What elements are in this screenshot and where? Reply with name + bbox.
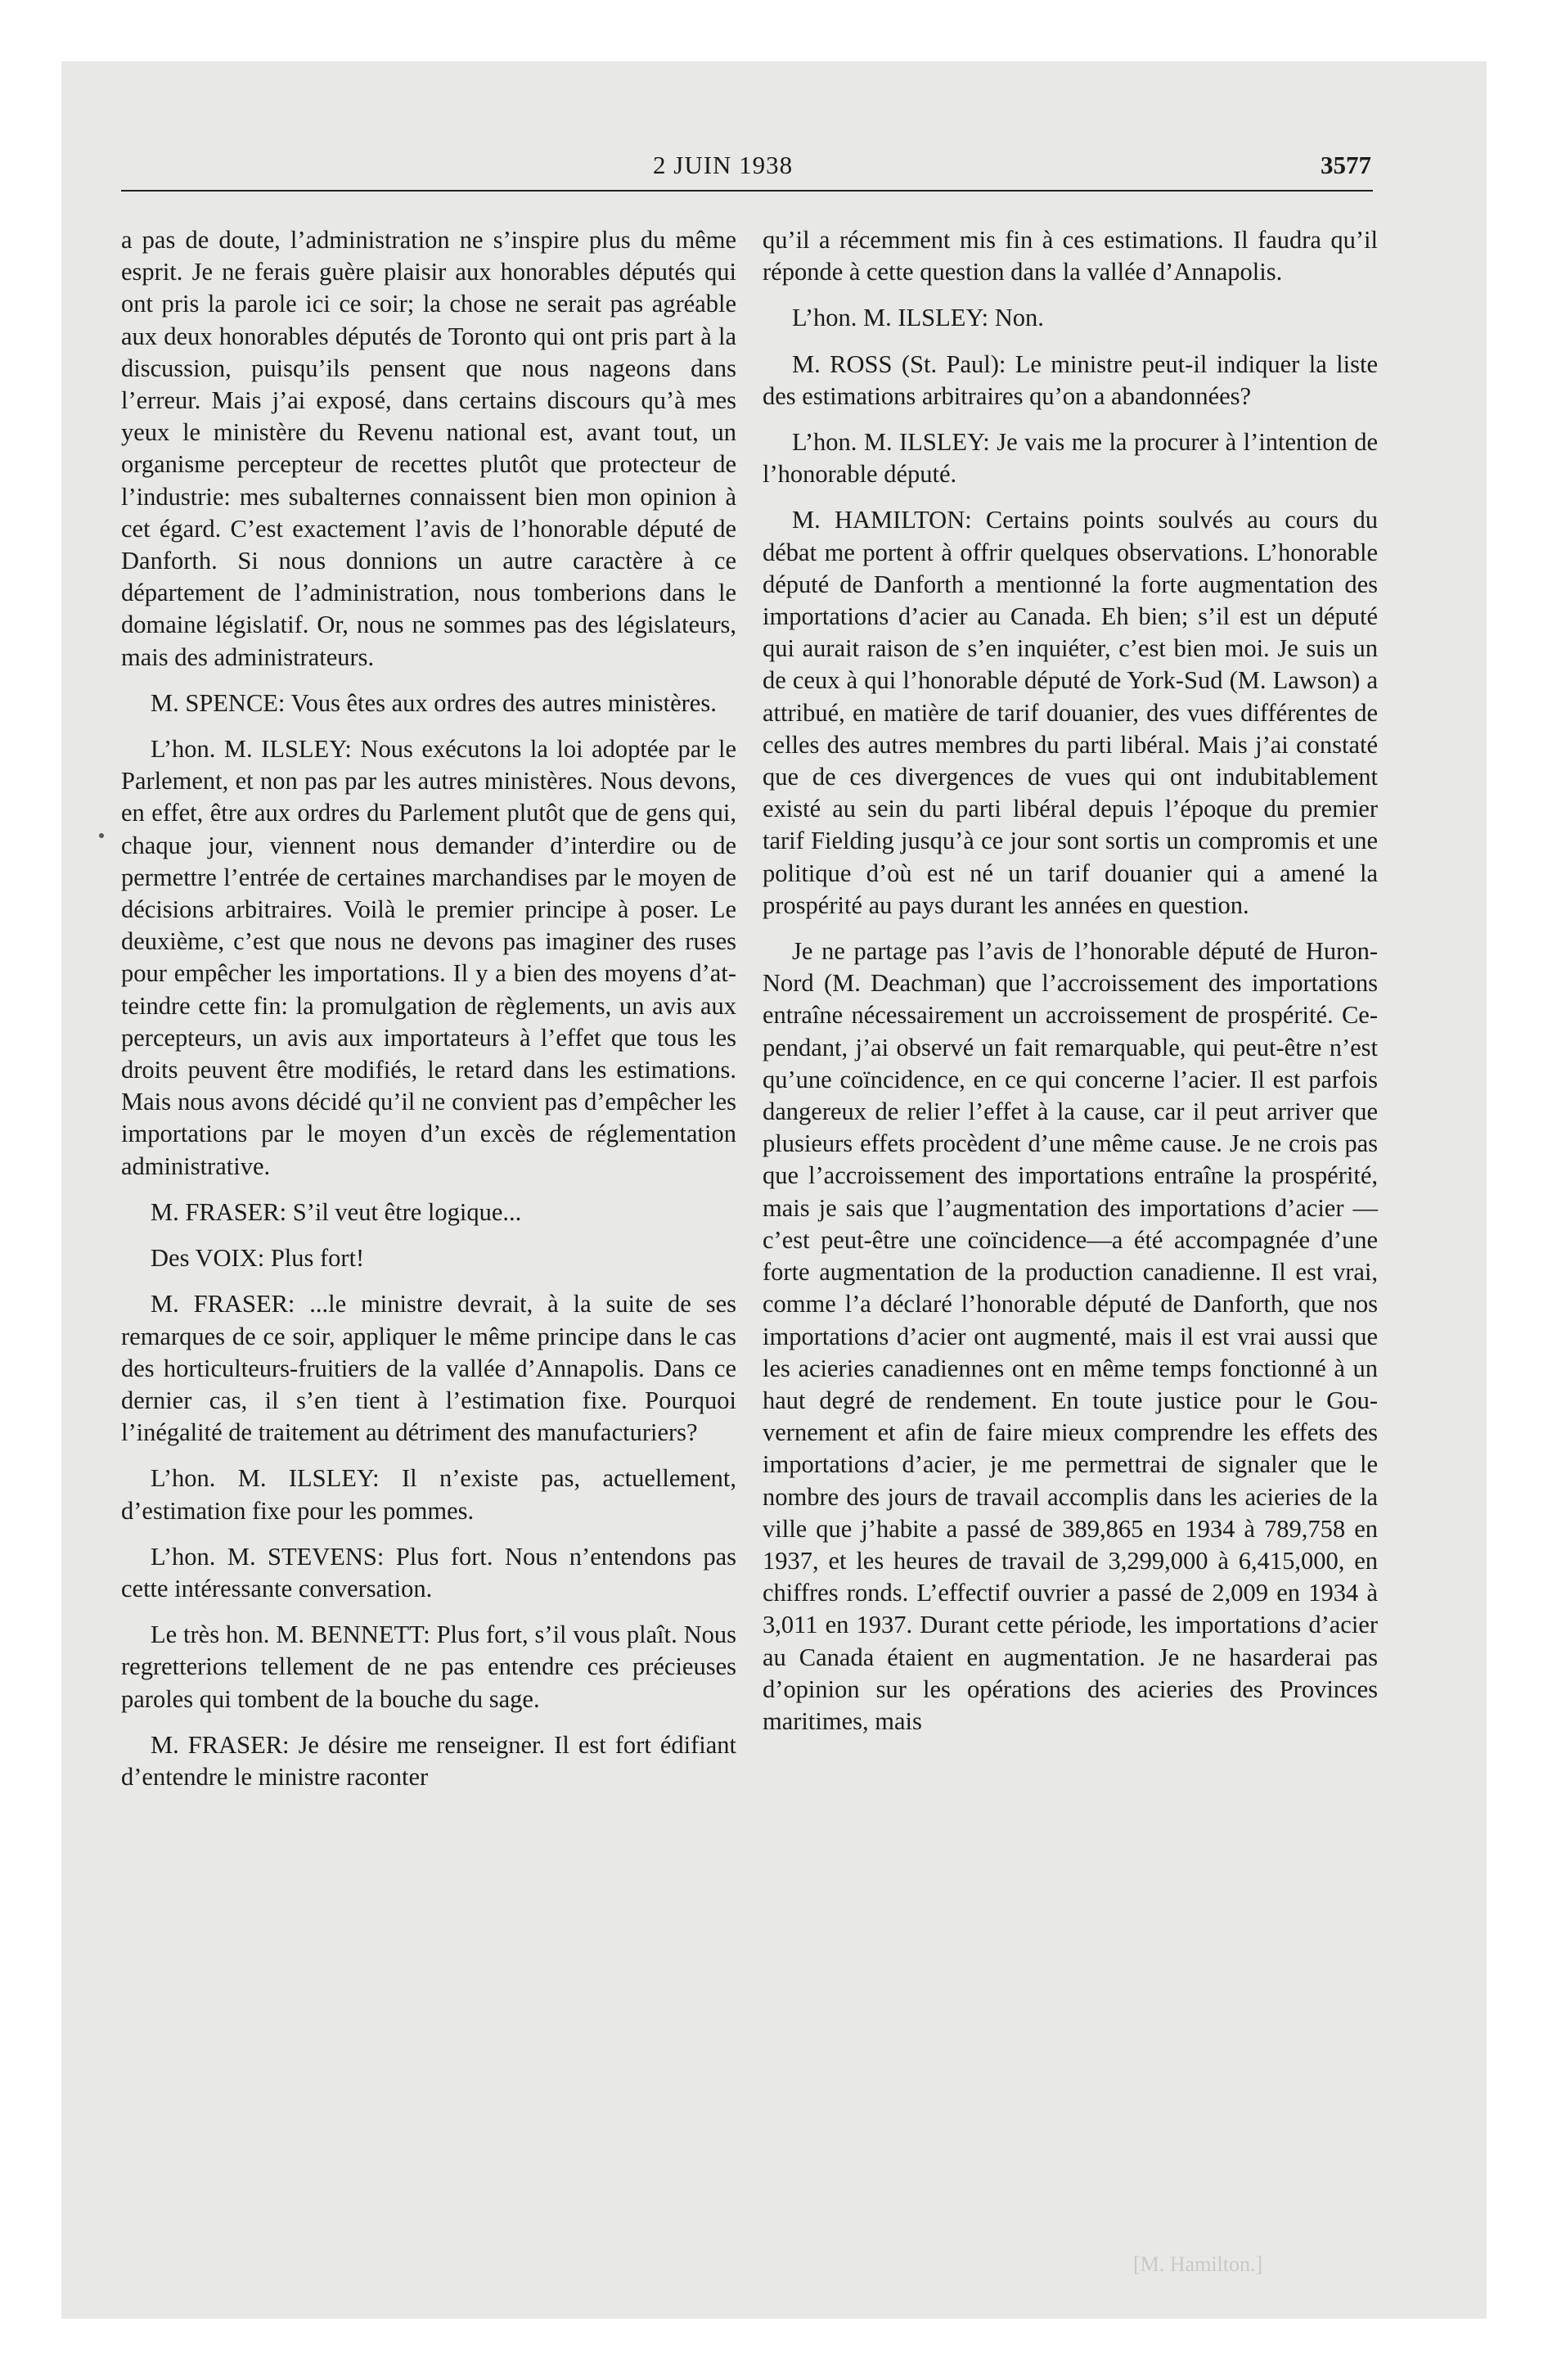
paragraph: M. HAMILTON: Certains points soulvés au cours du débat me portent à offrir quelques observations. L’honorable député de Danforth a mentionné la forte augmentation des importations d’acier au Canada. Eh bien; s’il est un député qui aurait raison de s’en inquiéter, c’est bien moi. Je suis un de ceux à qui l’honorable député de York-Sud (M. Lawson) a attribué, en matière de tarif douanier, des vues différentes de celles des autres membres du parti libéral. Mais j’ai constaté que de ces divergences de vues qui ont indubitablement existé au sein du parti libéral depuis l’époque du premier tarif Fielding jusqu’à ce jour sont sortis un compromis et une politique d’où est né un tarif douanier qui a amené la prospérité au pays durant les années en question. bbox=[763, 506, 1378, 919]
paragraph: a pas de doute, l’administration ne s’inspire plus du même esprit. Je ne ferais guère plaisir aux honorables députés qui ont pris la parole ici ce soir; la chose ne serait pas agréable aux deux honorables députés de Toronto qui ont pris part à la discussion, puisqu’ils pensent que nous nageons dans l’erreur. Mais j’ai exposé, dans certains discours qu’à mes yeux le ministère du Revenu national est, avant tout, un organisme percepteur de recettes plutôt que protecteur de l’industrie: mes subalternes connaissent bien mon opinion à cet égard. C’est exactement l’avis de l’honorable député de Danforth. Si nous donnions un autre caractère à ce département de l’administration, nous tomberions dans le domaine législatif. Or, nous ne sommes pas des législateurs, mais des administrateurs. bbox=[121, 226, 736, 671]
paragraph: Le très hon. M. BENNETT: Plus fort, s’il vous plaît. Nous regretterions tellement de ne pas entendre ces précieuses paroles qui tombent de la bouche du sage. bbox=[121, 1620, 736, 1713]
header-date: 2 JUIN 1938 bbox=[653, 151, 794, 179]
paragraph: M. FRASER: S’il veut être logique... bbox=[151, 1197, 522, 1226]
paragraph: L’hon. M. ILSLEY: Je vais me la procurer à l’intention de l’honorable député. bbox=[763, 428, 1378, 489]
paragraph: qu’il a récemment mis fin à ces estimations. Il faudra qu’il réponde à cette question dans la vallée d’Annapolis. bbox=[763, 226, 1378, 286]
page-number: 3577 bbox=[1321, 151, 1371, 179]
paragraph: M. FRASER: Je désire me renseigner. Il est fort édifiant d’entendre le ministre raconter bbox=[121, 1730, 736, 1791]
paragraph: L’hon. M. ILSLEY: Non. bbox=[792, 304, 1044, 332]
paragraph: M. FRASER: ...le ministre devrait, à la suite de ses remarques de ce soir, appliquer le même principe dans le cas des horticulteurs-fruitiers de la vallée d’Annapolis. Dans ce dernier cas, il s’en tient à l’estimation fixe. Pourquoi l’inégalité de traitement au détriment des manufacturiers? bbox=[121, 1290, 736, 1447]
paragraph: L’hon. M. ILSLEY: Nous exécutons la loi adoptée par le Parlement, et non pas par les autres ministères. Nous devons, en effet, être aux ordres du Parlement plutôt que de gens qui, chaque jour, viennent nous demander d’interdire ou de permettre l’entrée de certaines marchandises par le moyen de décisions arbitraires. Voilà le premier principe à poser. Le deuxième, c’est que nous ne devons pas imaginer des ruses pour empêcher les importations. Il y a bien des moyens d’atteindre cette fin: la promulgation de règlements, un avis aux percepteurs, un avis aux importateurs à l’effet que tous les droits peuvent être modifiés, le retard dans les estimations. Mais nous avons décidé qu’il ne convient pas d’empêcher les importations par le moyen d’un excès de réglementation administrative. bbox=[121, 735, 736, 1180]
speaker-footer: [M. Hamilton.] bbox=[1133, 2252, 1263, 2276]
paragraph: M. SPENCE: Vous êtes aux ordres des autres ministères. bbox=[151, 688, 717, 717]
paragraph: M. ROSS (St. Paul): Le ministre peut-il indiquer la liste des estimations arbitraires qu’on a abandonnées? bbox=[763, 349, 1378, 410]
paragraph: L’hon. M. STEVENS: Plus fort. Nous n’entendons pas cette intéressante conversation. bbox=[121, 1542, 736, 1602]
margin-dot bbox=[99, 833, 104, 838]
paragraph: Je ne partage pas l’avis de l’honorable député de Huron-Nord (M. Deachman) que l’accroissement des importations entraîne nécessairement un accroissement de prospérité. Cependant, j’ai observé un fait remarquable, qui peut-être n’est qu’une coïncidence, en ce qui concerne l’acier. Il est parfois dangereux de relier l’effet à la cause, car il peut arriver que plusieurs effets procèdent d’une même cause. Je ne crois pas que l’accroissement des importations entraîne la prospérité, mais je sais que l’augmentation des importations d’acier —c’est peut-être une coïncidence—a été accompagnée d’une forte augmentation de la production canadienne. Il est vrai, comme l’a déclaré l’honorable député de Danforth, que nos importations d’acier ont augmenté, mais il est vrai aussi que les acieries canadiennes ont en même temps fonctionné à un haut degré de rendement. En toute justice pour le Gouvernement et afin de faire mieux comprendre les effets des importations d’acier, je me permettrai de signaler que le nombre des jours de travail accomplis dans les acieries de la ville que j’habite a passé de 389,865 en 1934 à 789,758 en 1937, et les heures de travail de 3,299,000 à 6,415,000, en chiffres ronds. L’effectif ouvrier a passé de 2,009 en 1934 à 3,011 en 1937. Durant cette période, les importations d’acier au Canada étaient en augmentation. Je ne hasarderai pas d’opinion sur les opérations des acieries des Provinces maritimes, mais bbox=[763, 937, 1378, 1735]
page-header bbox=[121, 142, 1373, 192]
left-column bbox=[121, 224, 736, 1807]
right-column bbox=[763, 224, 1378, 1751]
paragraph: Des VOIX: Plus fort! bbox=[151, 1244, 365, 1273]
paragraph: L’hon. M. ILSLEY: Il n’existe pas, actuellement, d’estimation fixe pour les pommes. bbox=[121, 1464, 736, 1525]
